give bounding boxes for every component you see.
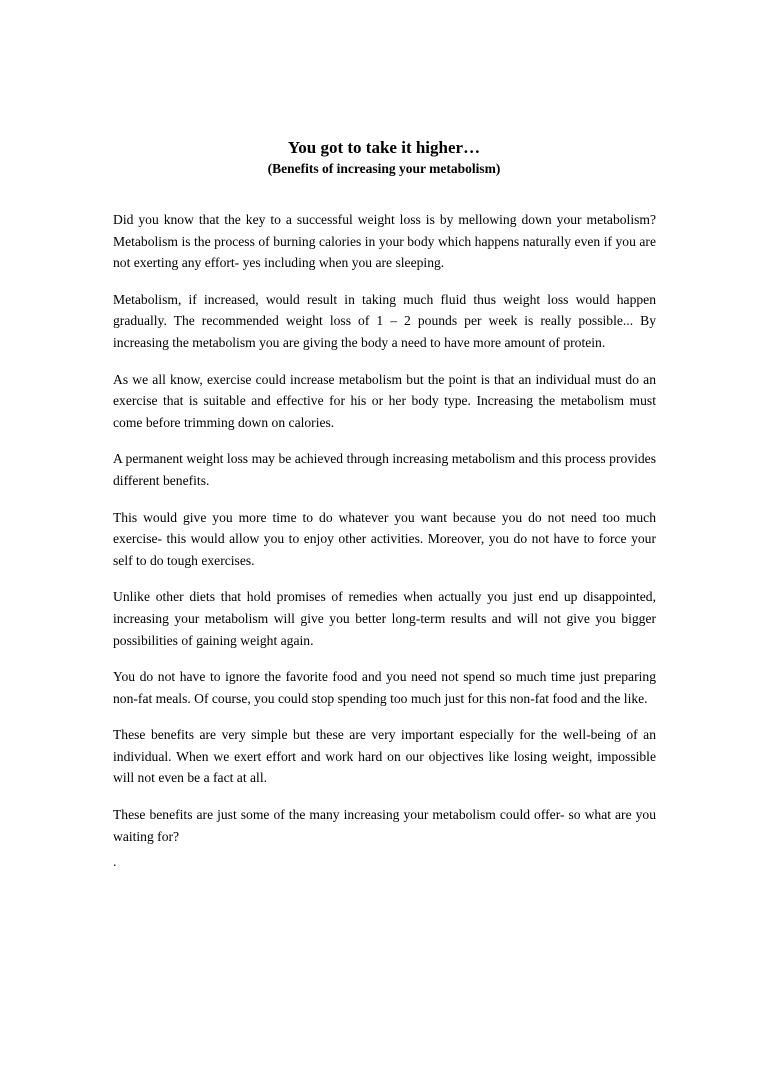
document-body (113, 209, 656, 862)
paragraph-8: These benefits are very simple but these are very important especially for the well-being of an individual. When we exert effort and work hard on our objectives like losing weight, impossible will not even be a fact at all. (113, 727, 656, 786)
paragraph-6: Unlike other diets that hold promises of remedies when actually you just end up disappointed, increasing your metabolism will give you better long-term results and will not give you bigger possibilities of gaining weight again. (113, 589, 656, 648)
paragraph-5: This would give you more time to do whatever you want because you do not need too much exercise- this would allow you to enjoy other activities. Moreover, you do not have to force your self to do tough exercises. (113, 509, 656, 568)
document-subtitle: (Benefits of increasing your metabolism) (267, 161, 501, 176)
paragraph-7: You do not have to ignore the favorite food and you need not spend so much time just preparing non-fat meals. Of course, you could stop spending too much just for this non-fat food and the like. (113, 669, 656, 706)
paragraph-2: Metabolism, if increased, would result in taking much fluid thus weight loss would happen gradually. The recommended weight loss of 1 – 2 pounds per week is really possible... By increasing the metabolism you are giving the body a need to have more amount of protein. (113, 291, 656, 350)
paragraph-4: A permanent weight loss may be achieved through increasing metabolism and this process provides different benefits. (113, 451, 656, 488)
document-title: You got to take it higher… (287, 138, 481, 157)
paragraph-9: These benefits are just some of the many increasing your metabolism could offer- so what are you waiting for? (113, 807, 656, 844)
paragraph-1: Did you know that the key to a successful weight loss is by mellowing down your metabolism? Metabolism is the process of burning calories in your body which happens naturally even if you are not exerting any effort- yes including when you are sleeping. (113, 212, 656, 271)
trailing-mark: . (113, 854, 117, 869)
paragraph-3: As we all know, exercise could increase metabolism but the point is that an individual must do an exercise that is suitable and effective for his or her body type. Increasing the metabolism must come before trimming down on calories. (113, 371, 656, 430)
